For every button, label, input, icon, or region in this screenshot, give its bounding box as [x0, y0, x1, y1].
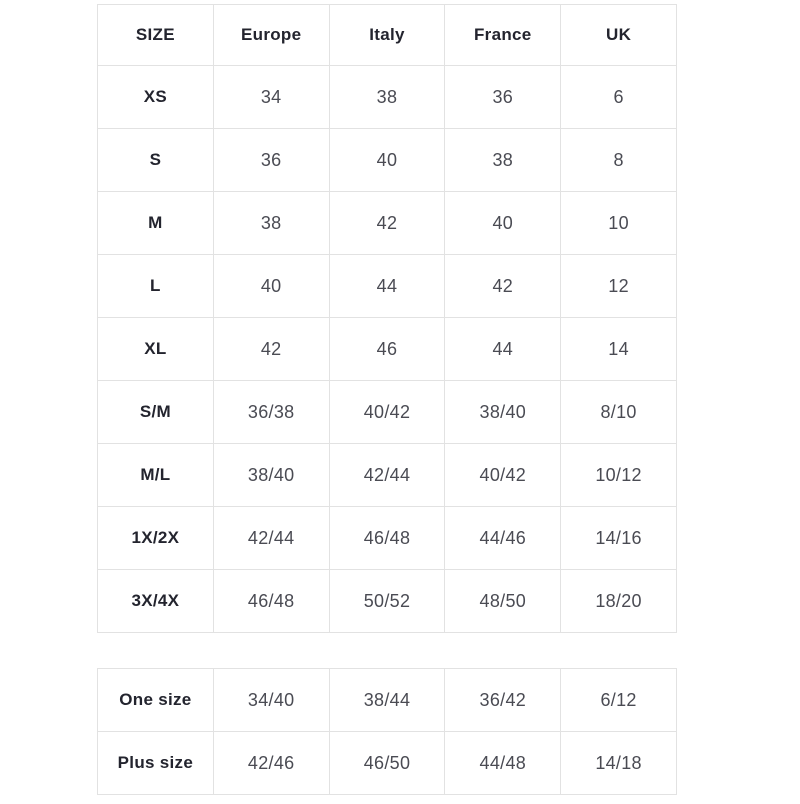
table-cell: 42/44	[213, 507, 329, 570]
column-header-italy: Italy	[329, 5, 445, 66]
table-cell: 38	[213, 192, 329, 255]
row-label: One size	[98, 669, 214, 732]
table-cell: 40	[213, 255, 329, 318]
row-label: 1X/2X	[98, 507, 214, 570]
table-cell: 36	[213, 129, 329, 192]
table-cell: 46	[329, 318, 445, 381]
table-body	[98, 66, 677, 633]
table-header	[98, 5, 677, 66]
table-cell: 38/40	[213, 444, 329, 507]
table-cell: 34/40	[213, 669, 329, 732]
table-cell: 44/46	[445, 507, 561, 570]
table-cell: 14	[561, 318, 677, 381]
table-row-m	[98, 192, 677, 255]
table-cell: 38	[329, 66, 445, 129]
table-cell: 44	[329, 255, 445, 318]
table-row-xs	[98, 66, 677, 129]
table-cell: 6	[561, 66, 677, 129]
table-cell: 38	[445, 129, 561, 192]
table-row-ml	[98, 444, 677, 507]
table-cell: 10/12	[561, 444, 677, 507]
table-cell: 36/38	[213, 381, 329, 444]
table-cell: 46/50	[329, 732, 445, 795]
size-conversion-table	[97, 4, 677, 633]
table-cell: 12	[561, 255, 677, 318]
table-cell: 42	[329, 192, 445, 255]
row-label: L	[98, 255, 214, 318]
table-cell: 40/42	[445, 444, 561, 507]
table-row-xl	[98, 318, 677, 381]
table-cell: 34	[213, 66, 329, 129]
special-sizes-table	[97, 668, 677, 795]
table-cell: 36	[445, 66, 561, 129]
table-cell: 48/50	[445, 570, 561, 633]
table-row-l	[98, 255, 677, 318]
table-cell: 46/48	[329, 507, 445, 570]
table-cell: 42/46	[213, 732, 329, 795]
table-cell: 14/16	[561, 507, 677, 570]
table-cell: 40	[445, 192, 561, 255]
row-label: S	[98, 129, 214, 192]
table-cell: 38/44	[329, 669, 445, 732]
table-cell: 50/52	[329, 570, 445, 633]
table-cell: 44	[445, 318, 561, 381]
table-cell: 6/12	[561, 669, 677, 732]
table-cell: 40/42	[329, 381, 445, 444]
row-label: M/L	[98, 444, 214, 507]
table-row-s	[98, 129, 677, 192]
table-cell: 42	[213, 318, 329, 381]
column-header-size: SIZE	[98, 5, 214, 66]
table-cell: 8	[561, 129, 677, 192]
row-label: M	[98, 192, 214, 255]
table-row-sm	[98, 381, 677, 444]
table-cell: 42/44	[329, 444, 445, 507]
table-row-3x4x	[98, 570, 677, 633]
table-cell: 10	[561, 192, 677, 255]
table-cell: 36/42	[445, 669, 561, 732]
column-header-france: France	[445, 5, 561, 66]
table-row-1x2x	[98, 507, 677, 570]
table-cell: 8/10	[561, 381, 677, 444]
table-cell: 14/18	[561, 732, 677, 795]
table-row-one-size	[98, 669, 677, 732]
row-label: S/M	[98, 381, 214, 444]
table-cell: 38/40	[445, 381, 561, 444]
table-cell: 18/20	[561, 570, 677, 633]
row-label: XS	[98, 66, 214, 129]
table-body	[98, 669, 677, 795]
column-header-europe: Europe	[213, 5, 329, 66]
size-chart-page	[0, 4, 800, 804]
table-cell: 40	[329, 129, 445, 192]
header-row	[98, 5, 677, 66]
row-label: XL	[98, 318, 214, 381]
table-cell: 44/48	[445, 732, 561, 795]
row-label: 3X/4X	[98, 570, 214, 633]
table-cell: 42	[445, 255, 561, 318]
table-row-plus-size	[98, 732, 677, 795]
row-label: Plus size	[98, 732, 214, 795]
table-cell: 46/48	[213, 570, 329, 633]
column-header-uk: UK	[561, 5, 677, 66]
